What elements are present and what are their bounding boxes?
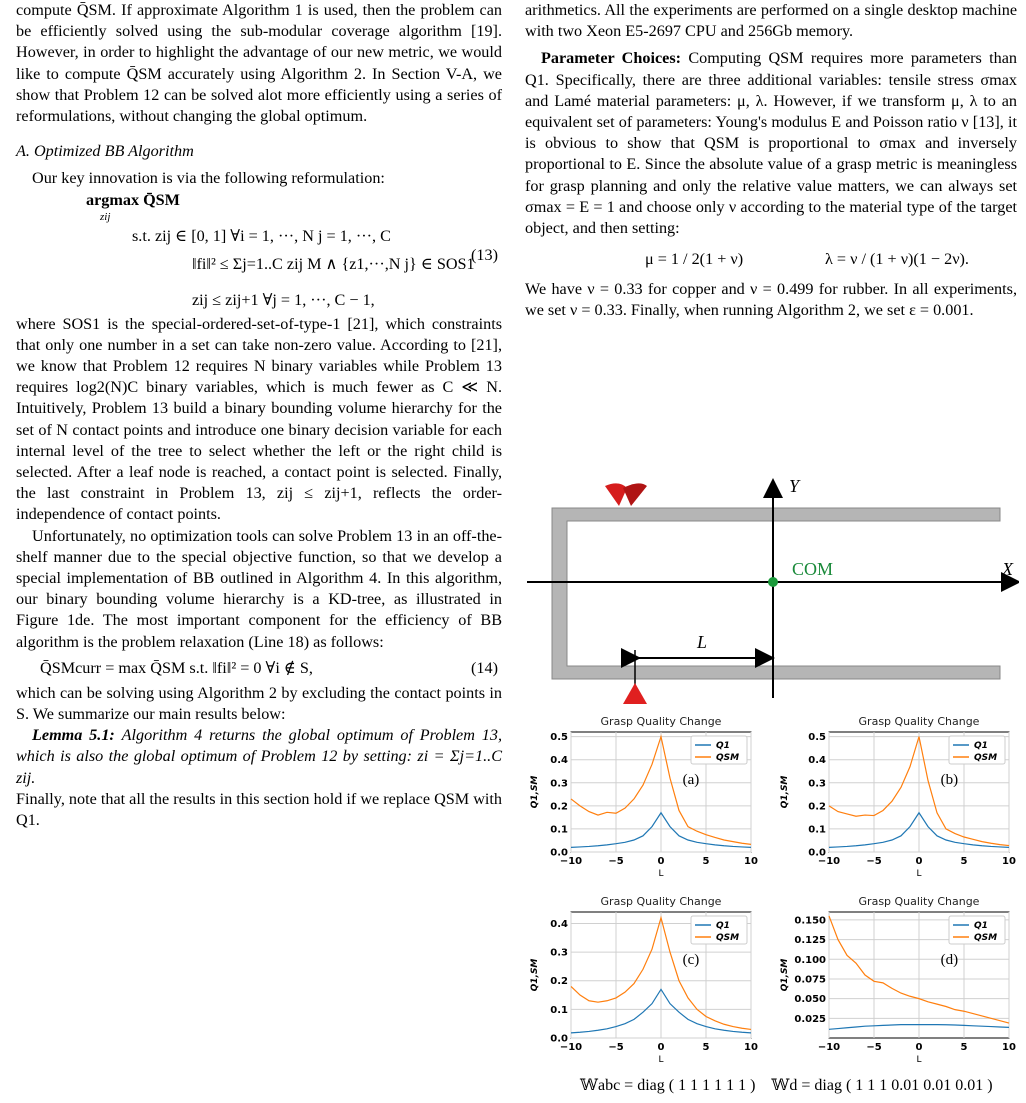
legend-label: Q1: [974, 741, 988, 751]
x-tick-label: 5: [702, 1042, 710, 1053]
weight-caption: [580, 1075, 1000, 1095]
com-dot: [768, 577, 778, 587]
x-axis-label: L: [658, 1055, 664, 1065]
x-tick-label: −10: [559, 1042, 583, 1053]
chart-title: Grasp Quality Change: [858, 895, 980, 908]
x-label: X: [1002, 559, 1013, 579]
y-axis-label: Q1,SM: [530, 958, 540, 992]
panel-label: (d): [940, 952, 959, 968]
legend-label: Q1: [716, 741, 730, 751]
parameter-paragraph: Parameter Choices: Computing QSM requires more parameters than Q1. Specifically, there are three additional variables: tensile stress σmax and Lamé material parameters: μ, λ. However, if we transform μ, λ to an equivalent set of parameters: Young's modulus E and Poisson ratio ν [13], it is obvious to show that QSM is proportional to σmax and inversely proportional to E. Since the absolute value of a grasp metric is meaningless for grasp planning and only the relative value matters, we can always set σmax = E = 1 and choose only ν according to the material type of the target object, and then setting:: [525, 49, 1017, 238]
y-axis-label: Q1,SM: [780, 958, 790, 992]
chart-title: Grasp Quality Change: [600, 895, 722, 908]
y-tick-label: 0.5: [550, 732, 568, 744]
x-tick-label: 10: [744, 1042, 758, 1053]
chart-a: [527, 712, 759, 882]
x-tick-label: −10: [817, 1042, 841, 1053]
x-tick-label: 10: [744, 856, 758, 867]
chart-title: Grasp Quality Change: [858, 715, 980, 728]
x-tick-label: 5: [960, 856, 968, 867]
y-tick-label: 0.2: [550, 801, 568, 813]
y-tick-label: 0.3: [808, 778, 826, 790]
x-tick-label: −10: [559, 856, 583, 867]
y-tick-label: 0.4: [550, 755, 568, 767]
y-tick-label: 0.025: [794, 1013, 826, 1025]
y-tick-label: 0.1: [808, 824, 826, 836]
left-paragraph-6: Finally, note that all the results in this section hold if we replace QSM with Q1.: [16, 789, 502, 830]
l-label: L: [697, 632, 708, 652]
com-label: COM: [792, 559, 834, 579]
x-tick-label: 5: [960, 1042, 968, 1053]
x-tick-label: −5: [608, 856, 624, 867]
x-tick-label: −5: [866, 1042, 882, 1053]
x-axis-label: L: [658, 869, 664, 879]
x-tick-label: 0: [657, 1042, 665, 1053]
left-paragraph-2: Our key innovation is via the following reformulation:: [32, 169, 385, 188]
x-tick-label: 0: [915, 1042, 923, 1053]
right-column: [525, 0, 1017, 322]
x-tick-label: 10: [1002, 1042, 1016, 1053]
legend-label: QSM: [716, 753, 740, 763]
eq13-number: (13): [471, 245, 498, 264]
legend-label: QSM: [716, 933, 740, 943]
y-tick-label: 0.0: [808, 847, 826, 859]
right-paragraph-2: We have ν = 0.33 for copper and ν = 0.499 for rubber. In all experiments, we set ν = 0.33. Finally, when running Algorithm 2, we set ε = 0.001.: [525, 280, 1017, 320]
chart-title: Grasp Quality Change: [600, 715, 722, 728]
y-tick-label: 0.0: [550, 1033, 568, 1045]
mu-lambda-equation: μ = 1 / 2(1 + ν) λ = ν / (1 + ν)(1 − 2ν).: [645, 250, 969, 269]
left-column: [16, 0, 502, 831]
x-tick-label: 10: [1002, 856, 1016, 867]
chart-b: [777, 712, 1017, 882]
y-tick-label: 0.125: [794, 935, 826, 947]
eq13-objective: argmax Q̄SM zij: [86, 190, 180, 223]
right-paragraph-1: arithmetics. All the experiments are performed on a single desktop machine with two Xeon E5-2697 CPU and 256Gb memory.: [525, 1, 1017, 41]
equation-13: [16, 190, 502, 314]
panel-label: (b): [940, 772, 959, 788]
y-tick-label: 0.100: [794, 954, 826, 966]
left-paragraph-4: Unfortunately, no optimization tools can solve Problem 13 in an off-the-shelf manner due to the special objective function, so that we develop a special implementation of BB outlined in Algorithm 4. In this algorithm, our binary bounding volume hierarchy is a KD-tree, as illustrated in Figure 1de. The most important component for the efficiency of BB algorithm is the problem relaxation (Line 18) as follows:: [16, 526, 502, 651]
y-tick-label: 0.3: [550, 947, 568, 959]
y-tick-label: 0.3: [550, 778, 568, 790]
w-d: 𝕎d = diag ( 1 1 1 0.01 0.01 0.01 ): [771, 1077, 993, 1094]
left-paragraph-3: where SOS1 is the special-ordered-set-of-type-1 [21], which constraints that only one number in a set can take non-zero value. According to [21], we know that Problem 12 requires N binary variables while Problem 13 requires log2(N)C binary variables, which is much fewer as C ≪ N. Intuitively, Problem 13 build a binary bounding volume hierarchy for the set of N contact points and introduce one binary decision variable for each internal level of the tree to select whether the left or the right child is selected. After a leaf node is reached, a contact point is selected. Finally, the last constraint in Problem 13, zij ≤ zij+1, reflects the order-independence of contact points.: [16, 314, 502, 524]
x-tick-label: −5: [608, 1042, 624, 1053]
chart-c: [527, 892, 759, 1068]
y-tick-label: 0.5: [808, 732, 826, 744]
y-tick-label: 0.2: [550, 976, 568, 988]
w-abc: 𝕎abc = diag ( 1 1 1 1 1 1 ): [580, 1077, 756, 1094]
eq13-constraint-3: zij ≤ zij+1 ∀j = 1, ···, C − 1,: [192, 290, 375, 309]
y-tick-label: 0.1: [550, 824, 568, 836]
beam-diagram: [527, 478, 1019, 706]
legend-label: Q1: [716, 921, 730, 931]
left-paragraph-5: which can be solving using Algorithm 2 by excluding the contact points in S. We summarize our main results below:: [16, 683, 502, 724]
eq13-constraint-2: ‖fi‖² ≤ Σj=1..C zij M ∧ {z1,···,N j} ∈ SOS1: [192, 254, 475, 273]
equation-14: Q̄SMcurr = max Q̄SM s.t. ‖fi‖² = 0 ∀i ∉ S, (14): [40, 658, 498, 677]
legend-label: QSM: [974, 753, 998, 763]
x-tick-label: 5: [702, 856, 710, 867]
x-tick-label: −5: [866, 856, 882, 867]
x-tick-label: −10: [817, 856, 841, 867]
eq13-constraint-1: s.t. zij ∈ [0, 1] ∀i = 1, ···, N j = 1, ···, C: [132, 226, 391, 245]
y-tick-label: 0.150: [794, 915, 826, 927]
y-tick-label: 0.0: [550, 847, 568, 859]
bottom-gripper-icon: [623, 683, 647, 704]
y-tick-label: 0.4: [550, 918, 568, 930]
x-axis-label: L: [916, 1055, 922, 1065]
x-axis-label: L: [916, 869, 922, 879]
y-axis-label: Q1,SM: [780, 775, 790, 809]
top-gripper-icon: [605, 483, 647, 506]
lemma: Lemma 5.1: Algorithm 4 returns the global optimum of Problem 13, which is also the global optimum of Problem 12 by setting: zi = Σj=1..C zij.: [16, 726, 503, 787]
y-tick-label: 0.1: [550, 1004, 568, 1016]
panel-label: (c): [682, 952, 700, 968]
y-tick-label: 0.2: [808, 801, 826, 813]
y-axis-label: Q1,SM: [530, 775, 540, 809]
y-tick-label: 0.4: [808, 755, 826, 767]
legend-label: Q1: [974, 921, 988, 931]
legend-label: QSM: [974, 933, 998, 943]
y-label: Y: [789, 478, 800, 496]
x-tick-label: 0: [915, 856, 923, 867]
left-paragraph-1: compute Q̄SM. If approximate Algorithm 1 is used, then the problem can be efficiently solved using the sub-modular coverage algorithm [19]. However, in order to highlight the advantage of our new metric, we would like to compute Q̄SM accurately using Algorithm 2. In Section V-A, we show that Problem 12 can be solved alot more efficiently using a series of reformulations, without changing the global optimum.: [16, 1, 502, 126]
x-tick-label: 0: [657, 856, 665, 867]
y-tick-label: 0.050: [794, 994, 826, 1006]
y-tick-label: 0.075: [794, 974, 826, 986]
chart-d: [777, 892, 1017, 1068]
section-title: A. Optimized BB Algorithm: [16, 142, 194, 161]
panel-label: (a): [682, 772, 700, 788]
beam-shape: [552, 508, 1000, 679]
